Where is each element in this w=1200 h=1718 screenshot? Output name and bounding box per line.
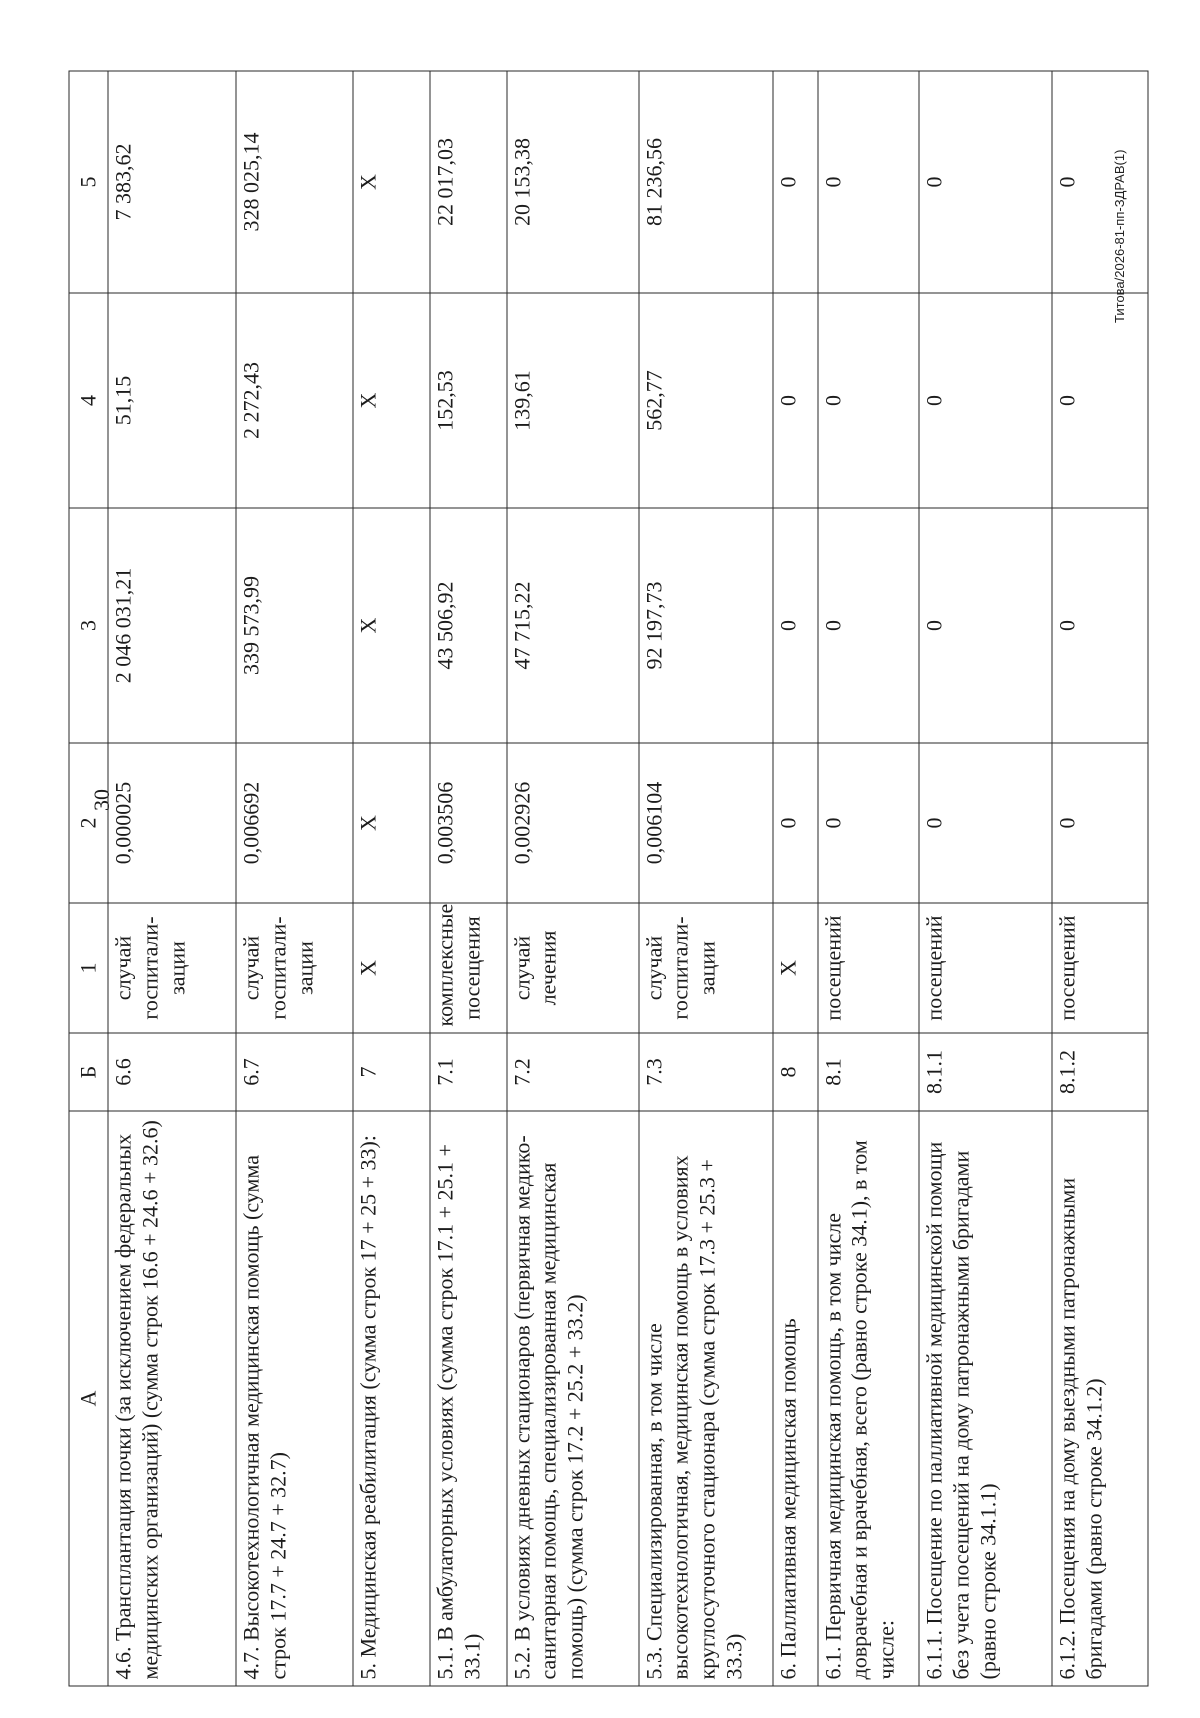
table-row bbox=[639, 71, 773, 1686]
row-col2: 0,006104 bbox=[639, 743, 773, 903]
row-col4: 152,53 bbox=[430, 293, 507, 508]
header-cell: А bbox=[69, 1111, 108, 1686]
row-unit: Х bbox=[353, 903, 430, 1033]
row-code: 8 bbox=[773, 1033, 818, 1111]
row-col4: Х bbox=[353, 293, 430, 508]
rotated-table-container bbox=[69, 72, 1149, 1687]
row-col4: 2 272,43 bbox=[236, 293, 353, 508]
header-cell: 1 bbox=[69, 903, 108, 1033]
row-code: 8.1 bbox=[818, 1033, 919, 1111]
row-col4: 139,61 bbox=[507, 293, 639, 508]
row-unit: посещений bbox=[919, 903, 1052, 1033]
row-col3: 0 bbox=[1052, 508, 1148, 743]
table-row bbox=[236, 71, 353, 1686]
row-unit: комплексные посещения bbox=[430, 903, 507, 1033]
row-col5: Х bbox=[353, 71, 430, 293]
row-unit: случай госпитали-зации bbox=[639, 903, 773, 1033]
table-row bbox=[430, 71, 507, 1686]
row-name: 6.1.1. Посещение по паллиативной медицинской помощи без учета посещений на дому патронажными бригадами (равно строке 34.1.1) bbox=[919, 1111, 1052, 1686]
row-name: 4.7. Высокотехнологичная медицинская помощь (сумма строк 17.7 + 24.7 + 32.7) bbox=[236, 1111, 353, 1686]
row-col2: 0 bbox=[818, 743, 919, 903]
row-col3: 0 bbox=[773, 508, 818, 743]
row-col4: 562,77 bbox=[639, 293, 773, 508]
row-name: 6. Паллиативная медицинская помощь bbox=[773, 1111, 818, 1686]
row-unit: Х bbox=[773, 903, 818, 1033]
table-row bbox=[773, 71, 818, 1686]
table-row bbox=[919, 71, 1052, 1686]
row-code: 8.1.2 bbox=[1052, 1033, 1148, 1111]
row-col4: 51,15 bbox=[108, 293, 236, 508]
table-row bbox=[818, 71, 919, 1686]
row-name: 6.1.2. Посещения на дому выездными патронажными бригадами (равно строке 34.1.2) bbox=[1052, 1111, 1148, 1686]
row-code: 7.1 bbox=[430, 1033, 507, 1111]
row-name: 5.3. Специализированная, в том числе высокотехнологичная, медицинская помощь в условиях круглосуточного стационара (сумма строк 17.3 + 25.3 + 33.3) bbox=[639, 1111, 773, 1686]
row-col2: 0,006692 bbox=[236, 743, 353, 903]
row-col4: 0 bbox=[1052, 293, 1148, 508]
row-col2: Х bbox=[353, 743, 430, 903]
row-col3: 0 bbox=[818, 508, 919, 743]
row-unit: случай госпитали-зации bbox=[236, 903, 353, 1033]
header-cell: 2 bbox=[69, 743, 108, 903]
row-name: 5.2. В условиях дневных стационаров (первичная медико-санитарная помощь, специализированная медицинская помощь) (сумма строк 17.2 + 25.2 + 33.2) bbox=[507, 1111, 639, 1686]
row-col5: 328 025,14 bbox=[236, 71, 353, 293]
row-col5: 22 017,03 bbox=[430, 71, 507, 293]
table-header-row bbox=[69, 71, 108, 1686]
row-col4: 0 bbox=[919, 293, 1052, 508]
row-unit: посещений bbox=[818, 903, 919, 1033]
table-row bbox=[108, 71, 236, 1686]
row-col3: Х bbox=[353, 508, 430, 743]
row-col5: 0 bbox=[1052, 71, 1148, 293]
row-col3: 339 573,99 bbox=[236, 508, 353, 743]
row-col3: 0 bbox=[919, 508, 1052, 743]
row-col3: 43 506,92 bbox=[430, 508, 507, 743]
row-col2: 0 bbox=[1052, 743, 1148, 903]
row-code: 7.2 bbox=[507, 1033, 639, 1111]
row-col5: 0 bbox=[818, 71, 919, 293]
row-code: 6.7 bbox=[236, 1033, 353, 1111]
row-code: 7 bbox=[353, 1033, 430, 1111]
header-cell: Б bbox=[69, 1033, 108, 1111]
header-cell: 4 bbox=[69, 293, 108, 508]
row-col2: 0 bbox=[919, 743, 1052, 903]
row-code: 7.3 bbox=[639, 1033, 773, 1111]
row-col4: 0 bbox=[818, 293, 919, 508]
table-row bbox=[507, 71, 639, 1686]
row-col2: 0,000025 bbox=[108, 743, 236, 903]
row-col2: 0,002926 bbox=[507, 743, 639, 903]
document-id: Титова/2026-81-пп-ЗДРАВ(1) bbox=[1112, 149, 1127, 323]
row-name: 6.1. Первичная медицинская помощь, в том числе доврачебная и врачебная, всего (равно строке 34.1), в том числе: bbox=[818, 1111, 919, 1686]
row-unit: случай лечения bbox=[507, 903, 639, 1033]
header-cell: 3 bbox=[69, 508, 108, 743]
row-col5: 7 383,62 bbox=[108, 71, 236, 293]
row-name: 5.1. В амбулаторных условиях (сумма строк 17.1 + 25.1 + 33.1) bbox=[430, 1111, 507, 1686]
table-row bbox=[353, 71, 430, 1686]
page-number: 30 bbox=[89, 789, 114, 811]
row-name: 4.6. Трансплантация почки (за исключением федеральных медицинских организаций) (сумма строк 16.6 + 24.6 + 32.6) bbox=[108, 1111, 236, 1686]
row-col5: 20 153,38 bbox=[507, 71, 639, 293]
table-row bbox=[1052, 71, 1148, 1686]
row-name: 5. Медицинская реабилитация (сумма строк 17 + 25 + 33): bbox=[353, 1111, 430, 1686]
row-code: 8.1.1 bbox=[919, 1033, 1052, 1111]
row-col2: 0 bbox=[773, 743, 818, 903]
row-col3: 92 197,73 bbox=[639, 508, 773, 743]
row-col4: 0 bbox=[773, 293, 818, 508]
row-col5: 0 bbox=[773, 71, 818, 293]
row-unit: случай госпитали-зации bbox=[108, 903, 236, 1033]
row-col3: 47 715,22 bbox=[507, 508, 639, 743]
row-code: 6.6 bbox=[108, 1033, 236, 1111]
row-col5: 81 236,56 bbox=[639, 71, 773, 293]
data-table bbox=[69, 71, 1149, 1687]
row-col5: 0 bbox=[919, 71, 1052, 293]
row-col3: 2 046 031,21 bbox=[108, 508, 236, 743]
header-cell: 5 bbox=[69, 71, 108, 293]
row-unit: посещений bbox=[1052, 903, 1148, 1033]
row-col2: 0,003506 bbox=[430, 743, 507, 903]
